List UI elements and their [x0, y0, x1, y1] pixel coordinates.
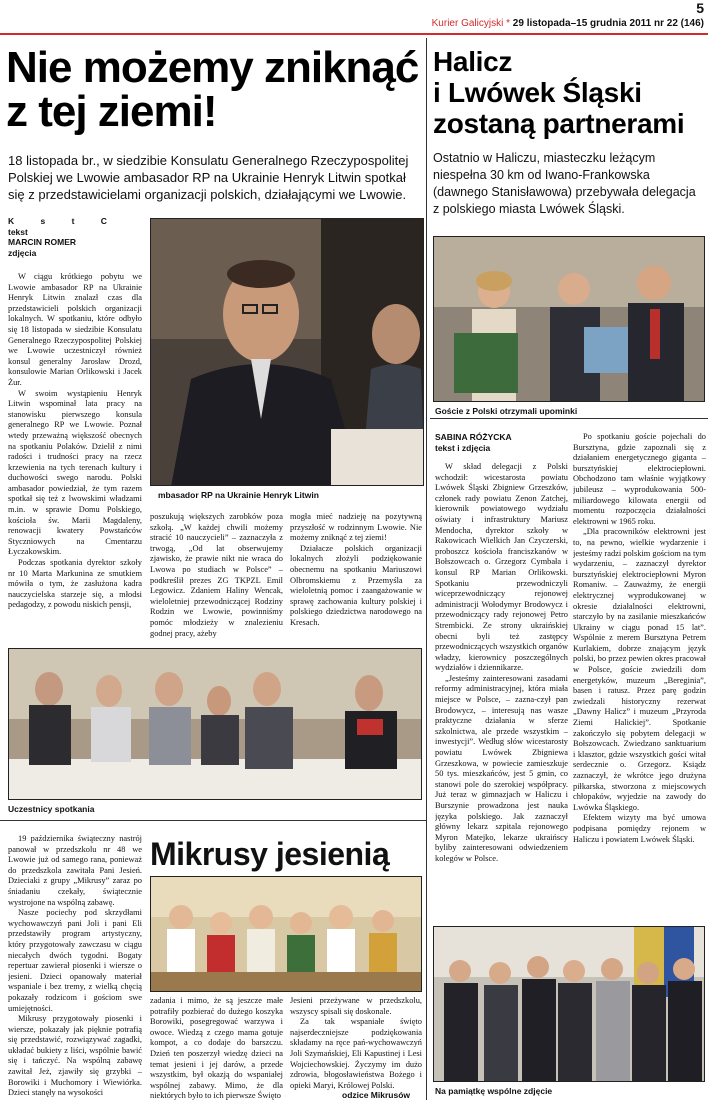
byline-role: tekst [8, 226, 28, 237]
participants-photo [8, 648, 422, 800]
byline-role: tekst i zdjęcia [435, 442, 491, 453]
group-photo [433, 926, 705, 1082]
article2-lead: Ostatnio w Haliczu, miasteczku leżącym niespełna 30 km od Iwano-Frankowska (dawnego Stanisławowa) przebywała delegacja z polskiego miasta Lwówek Śląski. [433, 151, 696, 216]
paragraph: „Jesteśmy zainteresowani zasadami reformy administracyjnej, która miała miejsce w Polsce, – zazna-czył pan Brodowycz, – interesują nas wasze praktyczne działania w sferze szkolnictwa, ale przede wszystkim – inwestycji”. Według słów wicestarosty powiatu Lwówek Zbigniewa Grzeszkowa, w powiecie zamieszkuje 50 tys. mieszkańców, jest 5 gmin, co stanowi pole do szerokiej współpracy. Już teraz w gimnazjach w Haliczu i Burszynie prowadzona jest nauka języka polskiego. Jak zaznaczył główny lekarz szpitala rejonowego Myron Matejko, lekarze ukraińscy byliby zainteresowani odwiedzeniem kolegów w Polsce. [435, 673, 568, 863]
article1-byline [8, 216, 148, 258]
article3-column1 [8, 834, 142, 1100]
paragraph: Jesieni przeżywane w przedszkolu, wszyscy spisali się doskonale. [290, 996, 422, 1016]
byline-role2: zdjęcia [8, 247, 37, 258]
paragraph: poszukują większych zarobków poza szkołą. „W każdej chwili możemy stracić 10 nauczycieli” – zaznaczyła z trwogą, „Od lat obserwujemy zjawisko, że prawie nikt nie wraca do Lwowa po studiach w Polsce” – podkreślił prezes ZG TKPZL Emil Legowicz. Zdaniem Haliny Wencak, wieloletniej przewodniczącej Rodziny Rodzin we Lwowie, powinniśmy pomóc młodzieży w znalezieniu godnej pracy, ażeby [150, 512, 283, 638]
issue-date: 29 listopada–15 grudnia 2011 nr 22 (146) [512, 18, 704, 29]
paragraph: „Dla pracowników elektrowni jest to, na pewno, wielkie wydarzenie i jesteśmy radzi polskim gościom na tym wydarzeniu, – zaznaczył dyrektor bursztyńskiej elektrociepłowni Myron Romaniw. – Zauważmy, że energii elektrycznej wyprodukowanej w okresie działalności elektrowni, starczyło by na zasilanie mieszkańców Ukrainy w ciągu ponad 15 lat”. Wspólnie z merem Bursztyna Petrem Kurlakiem, dobrze znającym język polski, bo przez pewien okres pracował w Polsce, goście zwiedzili dom energetyków, muzeum „Bereginia”, basen i ratusz. Przez parę godzin zwiedzali historyczny rezerwat „Dawny Halicz” i muzeum „Przyroda Ziemi Halickiej”. Spotkanie zakończyło się pobytem delegacji w Bołszowcach. Zwiedzano sanktuarium i klasztor, gdzie wszystkich gości witał serdecznie o. Grzegorz. Ksiądz zaznaczył, że wkrótce jego drużyna piłkarska, stworzona z miejscowych chłopaków, wyjedzie na zawody do Lwówka Śląskiego. [573, 527, 706, 812]
column-divider [426, 38, 427, 1100]
byline-name: SABINA RÓŻYCKA [435, 432, 512, 442]
ambassador-photo [150, 218, 424, 486]
article1-column2 [150, 512, 283, 644]
children-photo-image [151, 877, 422, 992]
article1-column3 [290, 512, 422, 644]
article2-title-line: Halicz [433, 46, 513, 77]
article3-title: Mikrusy jesienią [150, 836, 390, 872]
byline-name: MARCIN ROMER [8, 237, 76, 247]
paragraph: Działacze polskich organizacji lokalnych złożyli podziękowanie obecnemu na spotkaniu Mariuszowi Olbromskiemu z Przemyśla za wieloletnią pomoc i zaangażowanie w sprawę zachowania kultury polskiej i polskiego dziedzictwa narodowego na Kresach. [290, 543, 422, 627]
photo-divider [430, 418, 708, 419]
participants-photo-caption: Uczestnicy spotkania [8, 804, 95, 814]
ambassador-photo-caption: mbasador RP na Ukrainie Henryk Litwin [158, 490, 319, 500]
publication-name: Kurier Galicyjski [431, 18, 504, 29]
gifts-photo-caption: Goście z Polski otrzymali upominki [435, 406, 578, 416]
article1-lead: 18 listopada br., w siedzibie Konsulatu Generalnego Rzeczypospolitej Polskiej we Lwowie ambasador RP na Ukrainie Henryk Litwin spotkał się z przedstawicielami organizacji polskich, działającymi we Lwowie. [8, 153, 409, 202]
paragraph: W skład delegacji z Polski wchodził: wicestarosta powiatu Lwówek Śląski Zbigniew Grzeszków, członek rady powiatu Zenon Zatchej, kierownik powiatowego wydziału oświaty i infrastruktury Mariusz Mendocha, dyrektor szkoły w Rakowicach Wielkich Jan Czyczerski, proboszcz kościoła franciszkanów w Bołszowcach o. Grzegorz Cymbała i konsul RP Marian Orlikowski. Spotkaniu przewodniczyli wiceprzewodniczący rejonowej administracji Wołodymyr Brodowycz i przewodniczący rady rejonowej Petro Strembicki. Ze strony ukraińskiej obecni byli też zastępcy przewodniczących wszystkich organów władzy, kierownicy poszczególnych wydziałów i dziennikarze. [435, 462, 568, 673]
byline-letters: K s t C [8, 216, 119, 226]
article3-column3 [290, 996, 422, 1090]
paragraph: Mikrusy przygotowały piosenki i wiersze, pokazały jak pięknie potrafią się przedstawić, rozwiązywać zagadki, układać bukiety z liści, wspólnie bawić się i tańczyć. Na wspólną zabawę zawitał Jeż, zjawiły się grzybki – Borowiki i Muchomory i Wiewiórka. Dzieci stanęły na wysokości [8, 1014, 142, 1098]
section-divider [0, 820, 426, 821]
header-rule [0, 33, 708, 35]
paragraph: zadania i mimo, że są jeszcze małe potrafiły pozbierać do dużego koszyka Borowiki, posegregować warzywa i owoce. Wiedzą z czego mama gotuje kompot, a co dodaje do barszczu. Dzień ten poszerzył wiedzę dzieci na temat jesieni i jej darów, a przede wszystkim, był okazją do wspaniałej wspólnej zabawy. Mimo, że dla niektórych było to ich pierwsze Święto [150, 996, 283, 1100]
participants-photo-image [9, 649, 422, 800]
article2-column1 [435, 462, 568, 920]
paragraph: W swoim wystąpieniu Henryk Litwin wspominał lata pracy na stanowisku pierwszego konsula generalnego RP we Lwowie. Poznał wtedy przeważną większość obecnych na spotkaniu Polaków. Dzielił z nimi radości i trudności pracy na rzecz krzewienia na tych terenach kultury i duchowości swego narodu. Polski ambasador powiedział, że tym razem spotkał się też z lwowskimi władzami m.in. w sprawie Domu Polskiego, kościoła św. Marii Magdaleny, renowacji kwatery Powstańców Styczniowych na Cmentarzu Łyczakowskim. [8, 388, 142, 557]
article2-title-line: i Lwówek Śląski [433, 77, 642, 108]
paragraph: Podczas spotkania dyrektor szkoły nr 10 Marta Markunina ze smutkiem mówiła o tym, że zasłużona kadra nauczycielska starzeje się, a młodsi pedagodzy, z powodu niskich pensji, [8, 558, 142, 610]
article2-title-line: zostaną partnerami [433, 108, 685, 139]
paragraph: mogła mieć nadzieję na pozytywną przyszłość w rodzinnym Lwowie. Nie możemy zniknąć z tej ziemi! [290, 512, 422, 543]
gifts-photo [433, 236, 705, 402]
article3-column2 [150, 996, 283, 1100]
article2-byline [435, 432, 575, 453]
paragraph: Nasze pociechy pod skrzydłami wychowawczyń pani Joli i pani Eli przedstawiły program artystyczny, który przygotowały zawczasu w ciągu niecałych dwóch tygodni. Bogaty repertuar zawierał piosenki i wiersze o jesieni. Dzieci opanowały materiał wspaniale i bez tremy, z wielką chęcią pokazały rodzicom i gościom swe umiejętności. [8, 908, 142, 1013]
children-photo [150, 876, 422, 992]
article2-column2 [573, 432, 706, 920]
paragraph: Za tak wspaniałe święto najserdeczniejsze podziękowania składamy na ręce pań-wychowawczyń Joli Szymańskiej, Eli Kapustinej i Lesi Wojciechowskiej. Życzymy im dużo zdrowia, błogosławieństwa Bożego i opieki Maryi, Królowej Polski. [290, 1017, 422, 1090]
ambassador-photo-image [151, 219, 424, 486]
article1-title: Nie możemy zniknąć z tej ziemi! [6, 43, 419, 136]
article2-title [433, 46, 705, 139]
article3-signature: odzice Mikrusów [342, 1090, 411, 1100]
group-photo-image [434, 927, 705, 1082]
paragraph: W ciągu krótkiego pobytu we Lwowie ambasador RP na Ukrainie Henryk Litwin znalazł czas dla przedstawicieli polskich organizacji lokalnych. W spotkaniu, które odbyło się 18 listopada w siedzibie Konsulatu Generalnego Rzeczypospolitej Polskiej we Lwowie uczestniczył również konsul generalny Jarosław Drozd, konsulowie Marian Orlikowski i Jacek Żur. [8, 272, 142, 387]
page-number: 5 [696, 0, 704, 16]
paragraph: Efektem wizyty ma być umowa podpisana pomiędzy rejonem w Haliczu i powiatem Lwówek Śląski. [573, 813, 706, 844]
paragraph: Po spotkaniu goście pojechali do Bursztyna, gdzie zapoznali się z działaniem energetycznego giganta – bursztyńskiej elektrociepłowni. Obchodzono tam właśnie wyjątkowy jubileusz – wyprodukowania 500-miliardowego kilowata energii od momentu rozpoczęcia działalności elektrowni w 1965 roku. [573, 432, 706, 526]
gifts-photo-image [434, 237, 705, 402]
paragraph: 19 października świąteczny nastrój panował w przedszkolu nr 48 we Lwowie już od samego rana, ponieważ do przedszkola zawitała Pani Jesień. Dzieciaki z grupy „Mikrusy” zaraz po śniadaniu czekały, świątecznie wystrojone na wspólną zabawę. [8, 834, 142, 907]
group-photo-caption: Na pamiątkę wspólne zdjęcie [435, 1086, 553, 1096]
article1-column1 [8, 272, 142, 644]
header-separator: * [506, 18, 511, 29]
issue-header [432, 18, 704, 29]
